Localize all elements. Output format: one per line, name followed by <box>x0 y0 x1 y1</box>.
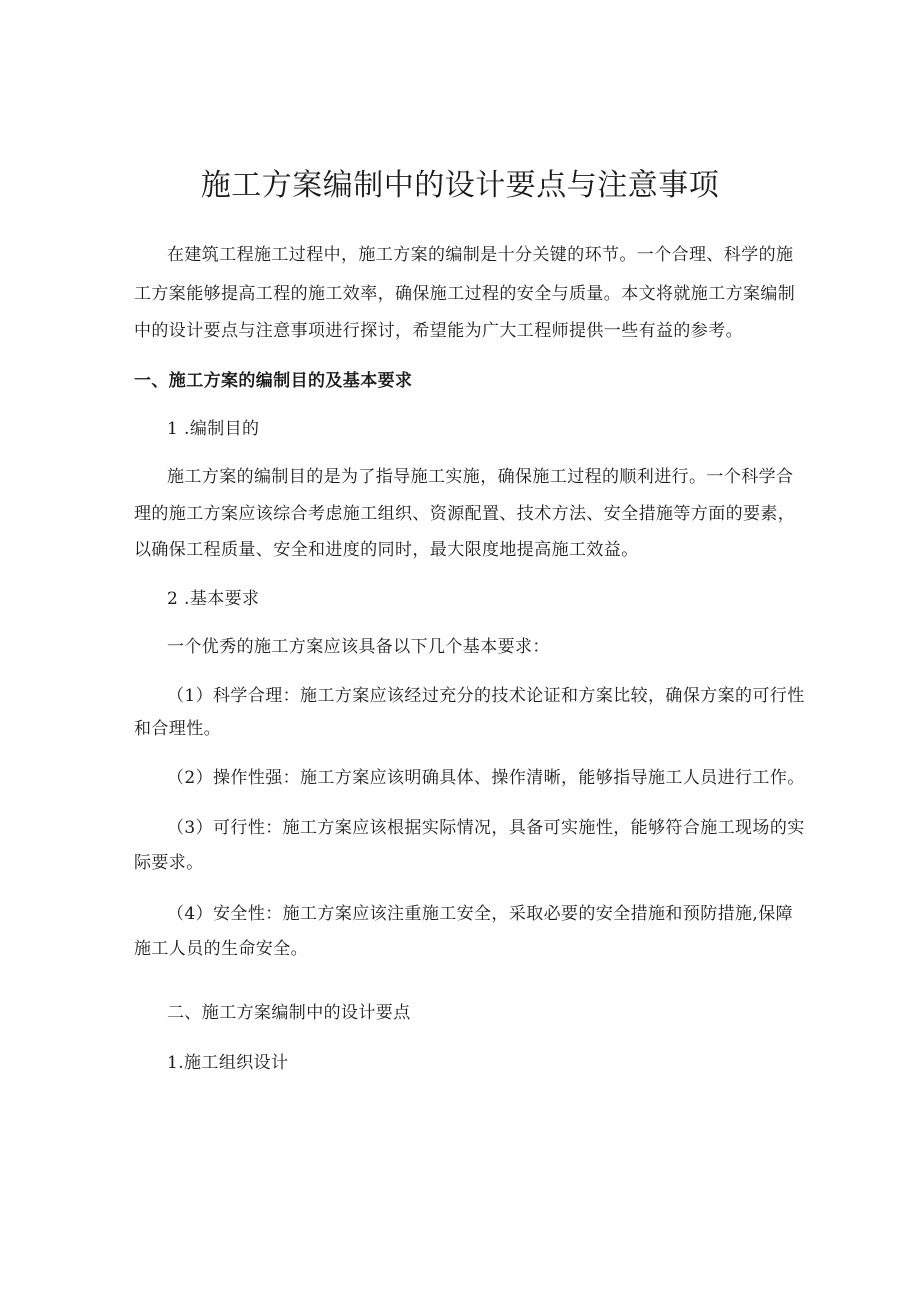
requirement-item-3-line-1: （3）可行性：施工方案应该根据实际情况，具备可实施性，能够符合施工现场的实 <box>167 818 805 838</box>
section-2-sub-1-heading: 1.施工组织设计 <box>167 1053 289 1073</box>
requirement-item-1-line-1: （1）科学合理：施工方案应该经过充分的技术论证和方案比较，确保方案的可行性 <box>167 686 805 706</box>
sub-1-line-2: 理的施工方案应该综合考虑施工组织、资源配置、技术方法、安全措施等方面的要素， <box>134 504 796 524</box>
section-1-sub-2-heading: 2 .基本要求 <box>167 589 260 609</box>
requirement-item-3-line-2: 际要求。 <box>134 853 204 873</box>
intro-line-3: 中的设计要点与注意事项进行探讨，希望能为广大工程师提供一些有益的参考。 <box>134 321 743 341</box>
requirement-item-4-line-1: （4）安全性：施工方案应该注重施工安全，采取必要的安全措施和预防措施,保障 <box>167 904 794 924</box>
document-title: 施工方案编制中的设计要点与注意事项 <box>200 168 720 203</box>
requirement-item-2-line-1: （2）操作性强：施工方案应该明确具体、操作清晰，能够指导施工人员进行工作。 <box>167 768 805 788</box>
intro-line-2: 工方案能够提高工程的施工效率，确保施工过程的安全与质量。本文将就施工方案编制 <box>134 284 796 304</box>
intro-line-1: 在建筑工程施工过程中，施工方案的编制是十分关键的环节。一个合理、科学的施 <box>167 245 794 265</box>
section-1-sub-1-heading: 1 .编制目的 <box>167 419 260 439</box>
requirement-item-1-line-2: 和合理性。 <box>134 719 221 739</box>
sub-1-line-1: 施工方案的编制目的是为了指导施工实施，确保施工过程的顺利进行。一个科学合 <box>167 467 794 487</box>
section-1-heading: 一、施工方案的编制目的及基本要求 <box>134 371 413 391</box>
requirement-item-4-line-2: 施工人员的生命安全。 <box>134 939 308 959</box>
sub-2-lead: 一个优秀的施工方案应该具备以下几个基本要求： <box>167 637 550 657</box>
section-2-heading: 二、施工方案编制中的设计要点 <box>167 1003 411 1023</box>
sub-1-line-3: 以确保工程质量、安全和进度的同时，最大限度地提高施工效益。 <box>134 540 639 560</box>
